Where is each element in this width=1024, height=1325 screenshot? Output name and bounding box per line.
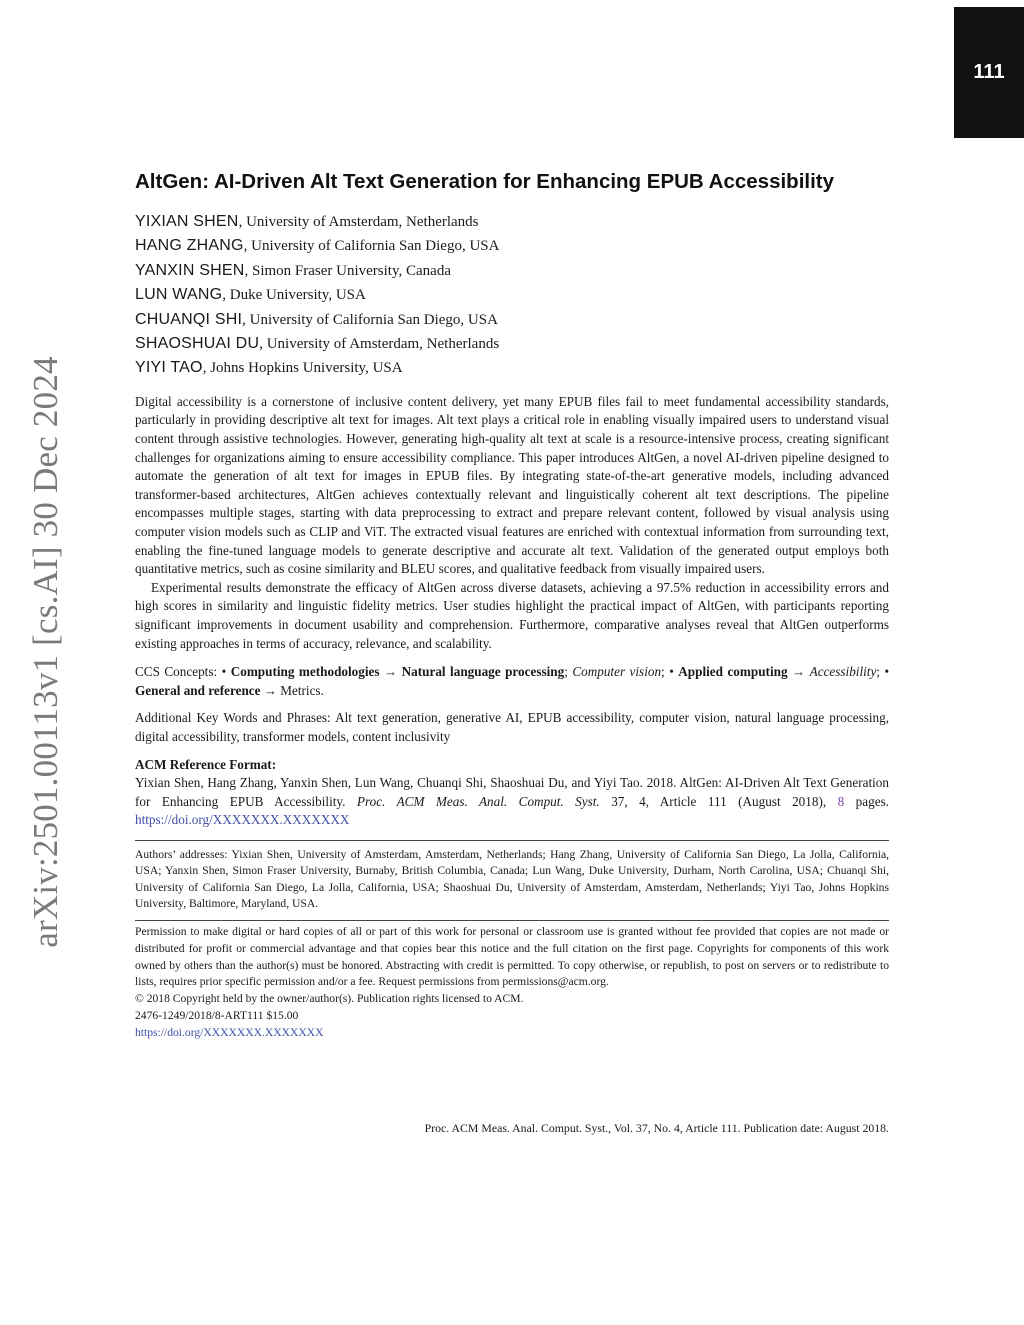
- ccs-concept: Computing methodologies: [230, 664, 380, 680]
- author-name[interactable]: CHUANQI SHI: [135, 310, 243, 328]
- author-entry: CHUANQI SHI, University of California San Diego, USA: [135, 310, 498, 328]
- author-entry: LUN WANG, Duke University, USA: [135, 286, 366, 304]
- abstract-paragraph: Experimental results demonstrate the efficacy of AltGen across diverse datasets, achieving a 97.5% reduction in accessibility errors and high scores in similarity and linguistic fidelity metrics. User studies highlight the practical impact of AltGen, with participants reporting significant improvements in document usability and comprehension. Furthermore, comparative analyses reveal that AltGen outperforms existing approaches in terms of accuracy, relevance, and scalability.: [135, 579, 889, 651]
- author-list: [135, 210, 889, 381]
- author-name[interactable]: LUN WANG: [135, 286, 223, 304]
- reference-text: Yixian Shen, Hang Zhang, Yanxin Shen, Lun Wang, Chuanqi Shi, Shaoshuai Du, and Yiyi Tao. 2018. AltGen: AI-Driven Alt Text Generation for Enhancing EPUB Accessibility.: [135, 775, 889, 809]
- abstract-paragraph: Digital accessibility is a cornerstone of inclusive content delivery, yet many EPUB files fail to meet fundamental accessibility standards, particularly in providing descriptive alt text for images. Alt text plays a critical role in enabling visually impaired users to understand visual content through assistive technologies. However, generating high-quality alt text at scale is a resource-intensive process, creating significant challenges for organizations aiming to ensure accessibility compliance. This paper introduces AltGen, a novel AI-driven pipeline designed to automate the generation of alt text for images in EPUB files. By integrating state-of-the-art generative models, including advanced transformer-based architectures, AltGen achieves contextually relevant and linguistically coherent alt text descriptions. The pipeline encompasses multiple stages, starting with data preprocessing to extract and prepare relevant content, followed by visual analysis using computer vision models such as CLIP and ViT. The extracted visual features are enriched with contextual information from surrounding text, enabling the fine-tuned language models to generate descriptive and accurate alt text. Validation of the generated output employs both quantitative metrics, such as cosine similarity and BLEU scores, and qualitative feedback from visually impaired users.: [135, 393, 889, 577]
- ccs-concept: Accessibility: [809, 664, 877, 680]
- ccs-bullet: •: [884, 664, 890, 680]
- author-entry: YIYI TAO, Johns Hopkins University, USA: [135, 359, 403, 377]
- author-affiliation: Duke University, USA: [229, 287, 366, 304]
- author-entry: YIXIAN SHEN, University of Amsterdam, Netherlands: [135, 213, 479, 230]
- issn-line: 2476-1249/2018/8-ART111 $15.00: [135, 1008, 299, 1022]
- ccs-separator: ;: [876, 664, 880, 680]
- ccs-concept: General and reference: [135, 682, 261, 698]
- keywords: Additional Key Words and Phrases: Alt text generation, generative AI, EPUB accessibility, computer vision, natural language processing, digital accessibility, transformer models, content inclusivity: [135, 710, 889, 744]
- ccs-concept: Applied computing: [678, 664, 788, 680]
- author-entry: HANG ZHANG, University of California San Diego, USA: [135, 237, 500, 255]
- ccs-arrow: →: [383, 664, 398, 680]
- page-count-link[interactable]: 8: [837, 793, 845, 809]
- page-number-badge: [954, 7, 1024, 138]
- ccs-concept: Metrics.: [280, 682, 324, 698]
- author-name[interactable]: YIYI TAO: [135, 359, 203, 377]
- paper-front-matter: [135, 168, 889, 1041]
- arxiv-identifier-stamp: arXiv:2501.00113v1 [cs.AI] 30 Dec 2024: [26, 356, 65, 948]
- reference-text: pages.: [844, 793, 890, 809]
- author-name[interactable]: SHAOSHUAI DU: [135, 335, 260, 353]
- abstract: [135, 393, 889, 653]
- page-number: 111: [973, 61, 1005, 83]
- reference-format-heading: ACM Reference Format:: [135, 756, 277, 772]
- ccs-bullet: •: [669, 664, 674, 680]
- author-affiliation: University of California San Diego, USA: [249, 311, 498, 328]
- author-name[interactable]: HANG ZHANG: [135, 237, 244, 255]
- author-entry: SHAOSHUAI DU, University of Amsterdam, Netherlands: [135, 335, 500, 353]
- divider: [135, 840, 889, 841]
- copyright-line: © 2018 Copyright held by the owner/author(s). Publication rights licensed to ACM.: [135, 992, 524, 1006]
- ccs-bullet: •: [221, 664, 227, 680]
- ccs-concept: Computer vision: [572, 664, 662, 680]
- ccs-arrow: →: [792, 664, 806, 680]
- paper-title: AltGen: AI-Driven Alt Text Generation for Enhancing EPUB Accessibility: [135, 170, 835, 193]
- authors-addresses: Authors’ addresses: Yixian Shen, University of Amsterdam, Amsterdam, Netherlands; Hang Zhang, University of California San Diego, La Jolla, California, USA; Yanxin Shen, Simon Fraser University, Burnaby, British Columbia, Canada; Lun Wang, Duke University, Durham, North Carolina, USA; Chuanqi Shi, University of California San Diego, La Jolla, California, USA; Shaoshuai Du, University of Amsterdam, Amsterdam, Netherlands; Yiyi Tao, Johns Hopkins University, Baltimore, Maryland, USA.: [135, 847, 889, 911]
- author-name[interactable]: YIXIAN SHEN: [135, 213, 239, 230]
- ccs-concept: Natural language processing: [401, 664, 565, 680]
- reference-venue: Proc. ACM Meas. Anal. Comput. Syst.: [356, 793, 600, 809]
- reference-format: [135, 774, 889, 830]
- author-affiliation: University of Amsterdam, Netherlands: [246, 214, 479, 230]
- ccs-label: CCS Concepts:: [135, 664, 218, 680]
- doi-link[interactable]: https://doi.org/XXXXXXX.XXXXXXX: [135, 1025, 324, 1039]
- author-entry: YANXIN SHEN, Simon Fraser University, Canada: [135, 261, 451, 279]
- ccs-separator: ;: [564, 664, 568, 680]
- author-affiliation: Simon Fraser University, Canada: [251, 262, 451, 279]
- page-footer: Proc. ACM Meas. Anal. Comput. Syst., Vol. 37, No. 4, Article 111. Publication date: August 2018.: [424, 1121, 889, 1135]
- author-affiliation: Johns Hopkins University, USA: [210, 360, 403, 377]
- author-affiliation: University of California San Diego, USA: [251, 238, 500, 255]
- ccs-separator: ;: [661, 664, 665, 680]
- reference-text: 37, 4, Article 111 (August 2018),: [599, 793, 838, 809]
- author-name[interactable]: YANXIN SHEN: [135, 261, 245, 279]
- author-affiliation: University of Amsterdam, Netherlands: [266, 336, 500, 353]
- ccs-concepts: [135, 663, 889, 700]
- permission-notice: Permission to make digital or hard copies of all or part of this work for personal or classroom use is granted without fee provided that copies are not made or distributed for profit or commercial advantage and that copies bear this notice and the full citation on the first page. Copyrights for components of this work owned by others than the author(s) must be honored. Abstracting with credit is permitted. To copy otherwise, or republish, to post on servers or to redistribute to lists, requires prior specific permission and/or a fee. Request permissions from permissions@acm.org.: [135, 924, 889, 989]
- ccs-arrow: →: [263, 682, 277, 698]
- divider: [135, 920, 889, 921]
- doi-link[interactable]: https://doi.org/XXXXXXX.XXXXXXX: [135, 812, 350, 828]
